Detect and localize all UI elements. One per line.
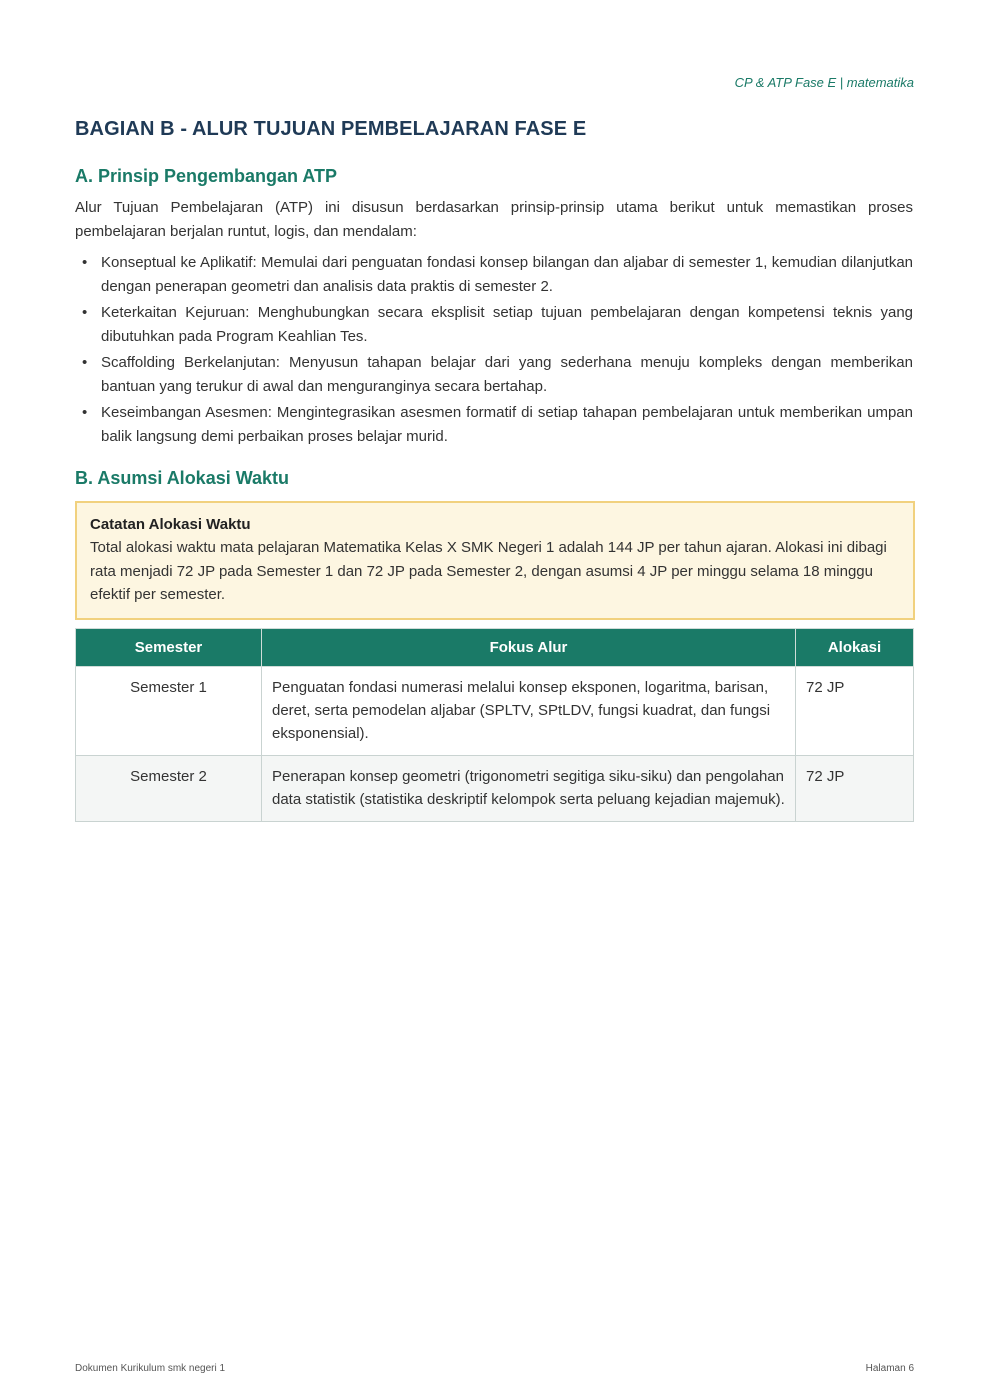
bullet-icon: • [82,254,88,271]
column-header-alokasi: Alokasi [796,629,914,667]
allocation-cell: 72 JP [796,667,914,756]
focus-cell: Penguatan fondasi numerasi melalui konsep eksponen, logaritma, barisan, deret, serta pemodelan aljabar (SPLTV, SPtLDV, fungsi kuadrat, dan fungsi eksponensial). [262,667,796,756]
list-item-text: Keterkaitan Kejuruan: Menghubungkan secara eksplisit setiap tujuan pembelajaran dengan kompetensi teknis yang dibutuhkan pada Program Keahlian Tes. [101,304,913,345]
table-row [76,667,914,756]
note-text: Total alokasi waktu mata pelajaran Matematika Kelas X SMK Negeri 1 adalah 144 JP per tahun ajaran. Alokasi ini dibagi rata menjadi 72 JP pada Semester 1 dan 72 JP pada Semester 2, dengan asumsi 4 JP per minggu selama 18 minggu efektif per semester. [90,539,887,603]
principles-list [75,251,913,451]
footer-document-name: Dokumen Kurikulum smk negeri 1 [75,1363,226,1374]
column-header-fokus: Fokus Alur [262,629,796,667]
section-a-heading: A. Prinsip Pengembangan ATP [75,166,338,186]
table-header-row [76,629,914,667]
time-allocation-note [75,501,915,620]
list-item [75,351,913,398]
header-note: CP & ATP Fase E | matematika [734,75,914,90]
allocation-cell: 72 JP [796,756,914,822]
list-item [75,401,913,448]
column-header-semester: Semester [76,629,262,667]
section-a-intro: Alur Tujuan Pembelajaran (ATP) ini disusun berdasarkan prinsip-prinsip utama berikut untuk memastikan proses pembelajaran berjalan runtut, logis, dan mendalam: [75,199,913,240]
page-title: BAGIAN B - ALUR TUJUAN PEMBELAJARAN FASE E [75,118,587,140]
list-item-text: Keseimbangan Asesmen: Mengintegrasikan asesmen formatif di setiap tahapan pembelajaran untuk memberikan umpan balik langsung demi perbaikan proses belajar murid. [101,404,913,445]
bullet-icon: • [82,304,88,321]
list-item-text: Scaffolding Berkelanjutan: Menyusun tahapan belajar dari yang sederhana menuju kompleks dengan memberikan bantuan yang terukur di awal dan menguranginya secara bertahap. [101,354,913,395]
allocation-table [75,628,914,822]
bullet-icon: • [82,404,88,421]
note-title: Catatan Alokasi Waktu [90,516,251,533]
section-b-heading: B. Asumsi Alokasi Waktu [75,468,290,488]
list-item-text: Konseptual ke Aplikatif: Memulai dari penguatan fondasi konsep bilangan dan aljabar di semester 1, kemudian dilanjutkan dengan penerapan geometri dan analisis data praktis di semester 2. [101,254,913,295]
semester-cell: Semester 1 [76,667,262,756]
focus-cell: Penerapan konsep geometri (trigonometri segitiga siku-siku) dan pengolahan data statistik (statistika deskriptif kelompok serta peluang kejadian majemuk). [262,756,796,822]
semester-cell: Semester 2 [76,756,262,822]
list-item [75,251,913,298]
bullet-icon: • [82,354,88,371]
table-row [76,756,914,822]
footer-page-number: Halaman 6 [865,1363,914,1374]
list-item [75,301,913,348]
